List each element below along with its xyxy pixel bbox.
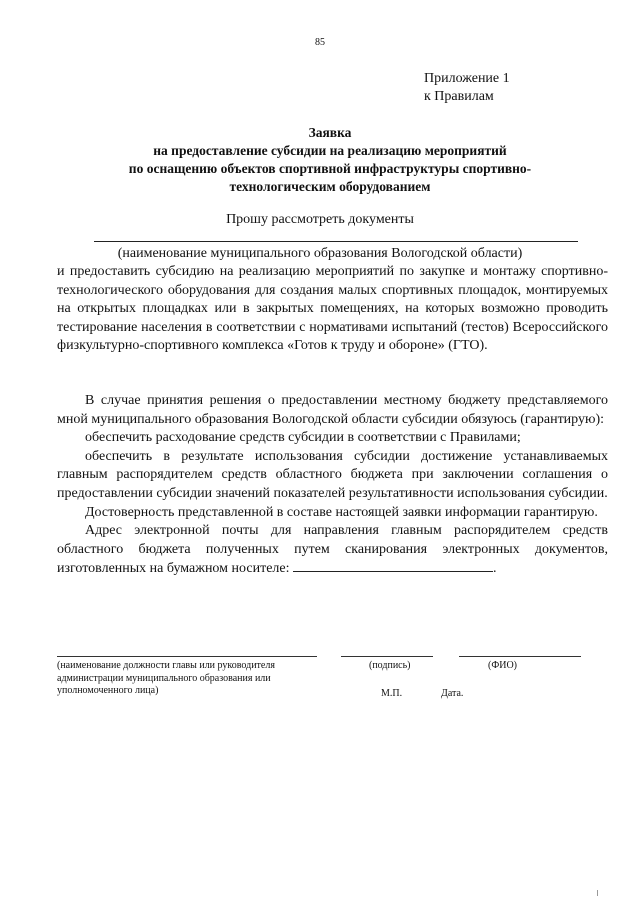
document-title [70,124,590,196]
paragraph-5: Достоверность представленной в составе настоящей заявки информации гарантирую. [85,504,598,520]
email-paragraph [57,522,608,579]
title-line-3: по оснащению объектов спортивной инфраструктуры спортивно- [128,161,532,176]
title-line-4: технологическим оборудованием [229,179,431,194]
name-fill-line [459,656,581,657]
scan-mark [597,890,598,896]
signature-fill-line [341,656,433,657]
appendix-line-1: Приложение 1 [424,71,510,86]
position-caption: (наименование должности главы или руководителя администрации муниципального образования или уполномоченного лица) [57,660,275,696]
intro-text: Прошу рассмотреть документы [226,212,414,227]
paragraph-3: обеспечить расходование средств субсидии в соответствии с Правилами; [85,430,521,446]
municipality-fill-line [94,241,578,242]
paragraph-1: и предоставить субсидию на реализацию мероприятий по закупке и монтажу спортивно-технологического оборудования для создания малых спортивных площадок, монтируемых на открытых площадках или в закрытых помещениях, на которых возможно проводить тестирование населения в соответствии с нормативами испытаний (тестов) Всероссийского физкультурно-спортивного комплекса «Готов к труду и обороне» (ГТО). [57,264,608,354]
position-fill-line [57,656,317,657]
paragraph-2: В случае принятия решения о предоставлении местному бюджету представляемого мной муниципального образования Вологодской области субсидии обязуюсь (гарантирую): [57,393,608,427]
name-caption: (ФИО) [488,660,518,671]
request-paragraph [57,263,608,356]
appendix-line-2: к Правилам [424,89,494,104]
title-line-1: Заявка [308,125,352,140]
email-fill-line [293,559,493,572]
signature-caption: (подпись) [369,660,411,671]
date-label: Дата. [441,688,464,699]
seal-label: М.П. [381,688,403,699]
email-period: . [493,561,497,577]
municipality-caption: (наименование муниципального образования Вологодской области) [117,246,523,261]
paragraph-6: Адрес электронной почты для направления главным распорядителем средств областного бюджета полученных путем сканирования электронных документов, изготовленных на бумажном носителе: [57,523,608,577]
page-number: 85 [315,37,325,48]
title-line-2: на предоставление субсидии на реализацию мероприятий [153,143,507,158]
obligations-section [57,392,608,579]
paragraph-4: обеспечить в результате использования субсидии достижение устанавливаемых главным распорядителем средств областного бюджета при заключении соглашения о предоставлении субсидии значений показателей результативности использования субсидии. [57,448,608,501]
appendix-reference [424,70,510,106]
